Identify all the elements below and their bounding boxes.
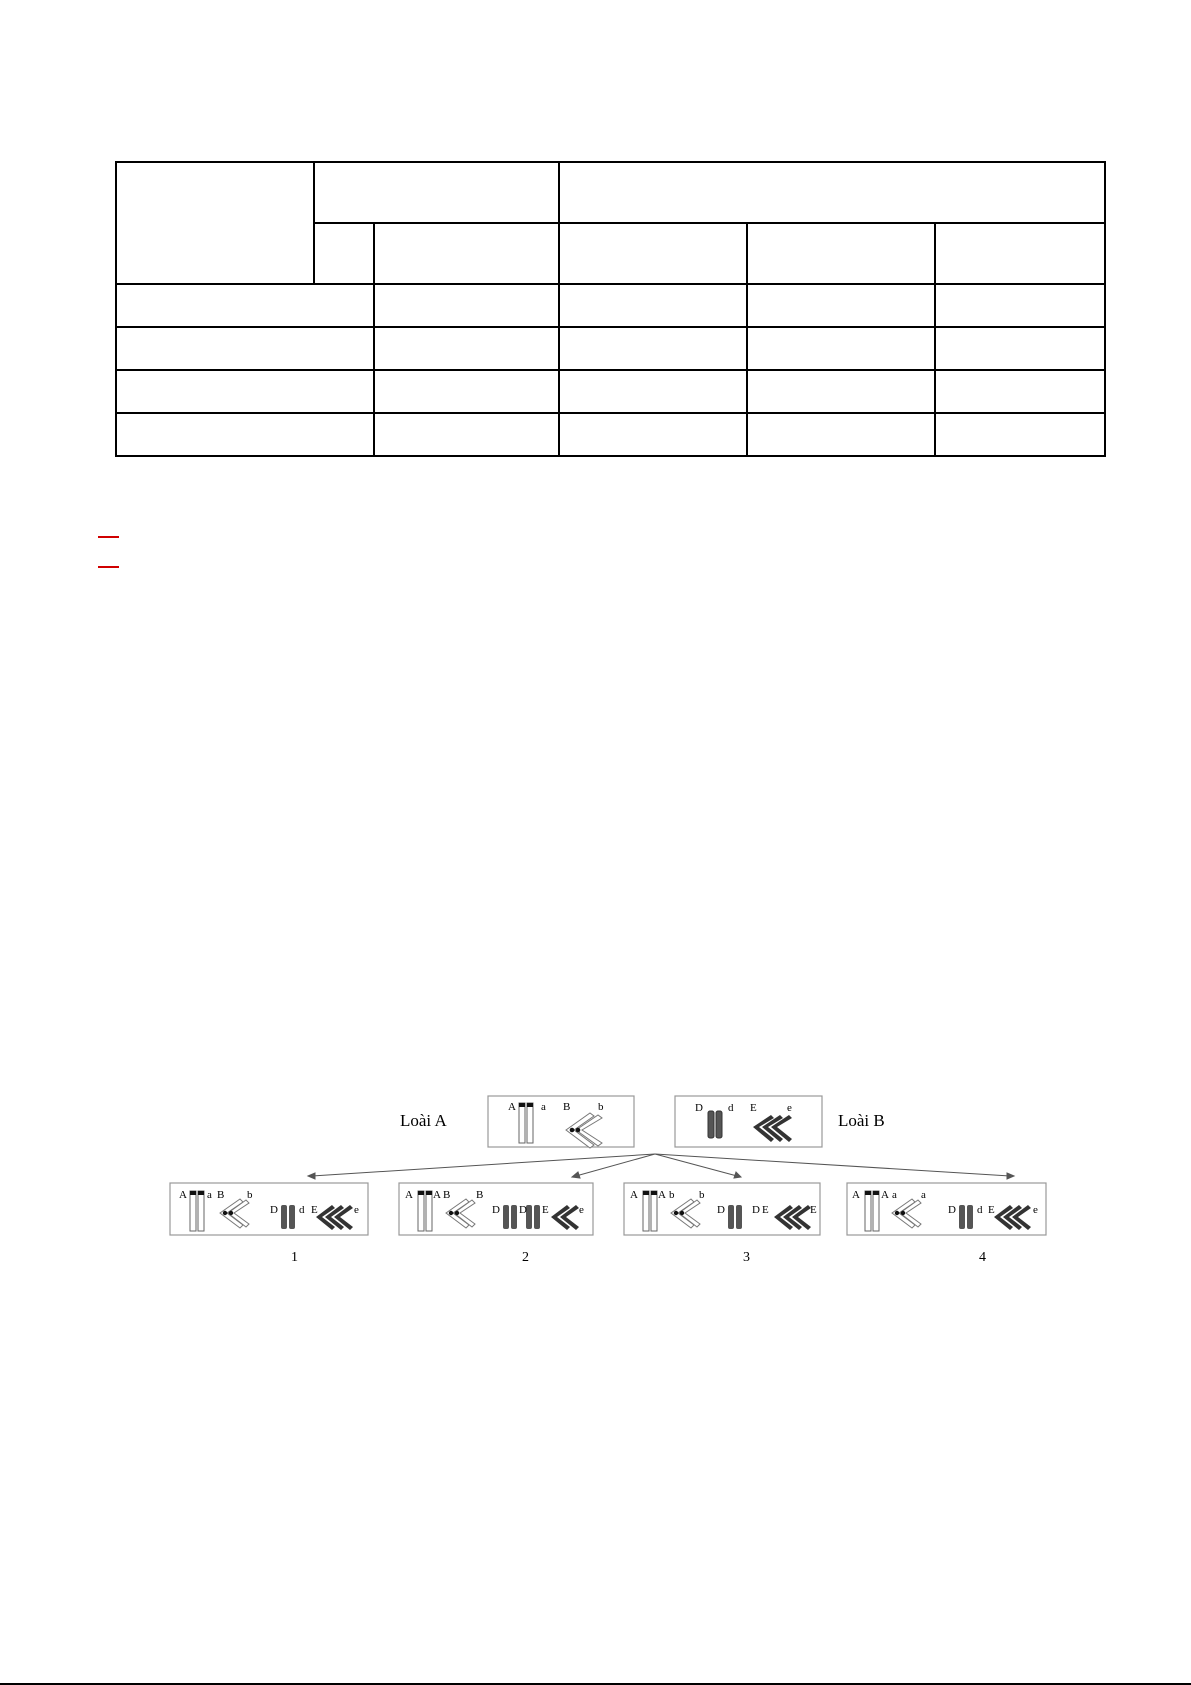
offspring-1 (170, 1183, 368, 1235)
table-cell (935, 370, 1105, 413)
table-cell (935, 413, 1105, 456)
gene-label: b (669, 1189, 675, 1201)
gene-label: E (311, 1204, 318, 1216)
table-cell (559, 223, 747, 284)
gene-label: b (247, 1189, 253, 1201)
gene-label: b (598, 1101, 604, 1113)
table-cell (559, 413, 747, 456)
gene-label: b (699, 1189, 705, 1201)
gene-label: E (542, 1204, 549, 1216)
gene-label: A (508, 1101, 516, 1113)
gene-label: A (179, 1189, 187, 1201)
offspring-3 (624, 1183, 820, 1235)
red-mark (98, 566, 119, 568)
table-row (116, 327, 1105, 370)
gene-label: D (752, 1204, 760, 1216)
gene-label: d (299, 1204, 305, 1216)
table-cell (116, 162, 314, 284)
offspring-number: 3 (743, 1250, 750, 1265)
gene-label: A (433, 1189, 441, 1201)
gene-label: A (630, 1189, 638, 1201)
gene-label: D (717, 1204, 725, 1216)
gene-label: a (207, 1189, 212, 1201)
species-a-label: Loài A (400, 1111, 447, 1130)
gene-label: B (217, 1189, 225, 1201)
offspring-4 (847, 1183, 1046, 1235)
arrows (308, 1154, 1014, 1179)
table-cell (314, 223, 374, 284)
table-cell (559, 284, 747, 327)
gene-label: a (921, 1189, 926, 1201)
table-cell (374, 223, 559, 284)
table-cell (374, 284, 559, 327)
table-cell (747, 223, 935, 284)
empty-table (115, 161, 1106, 457)
gene-label: a (892, 1189, 897, 1201)
gene-label: d (977, 1204, 983, 1216)
table-cell (116, 284, 374, 327)
gene-label: E (750, 1102, 757, 1114)
red-marks (98, 536, 122, 596)
table-cell (747, 284, 935, 327)
gene-label: E (810, 1204, 817, 1216)
parent-a-box (488, 1096, 634, 1148)
gene-label: A (881, 1189, 889, 1201)
gene-label: B (476, 1189, 484, 1201)
table-row (116, 162, 1105, 223)
table-cell (116, 413, 374, 456)
table-cell (314, 162, 559, 223)
table-cell (935, 284, 1105, 327)
table-cell (559, 370, 747, 413)
table-cell (935, 327, 1105, 370)
table-cell (935, 223, 1105, 284)
gene-label: A (852, 1189, 860, 1201)
table-cell (116, 370, 374, 413)
gene-label: A (405, 1189, 413, 1201)
gene-label: e (1033, 1204, 1038, 1216)
gene-label: D (948, 1204, 956, 1216)
table-row (116, 284, 1105, 327)
gene-label: D (519, 1204, 527, 1216)
table-cell (747, 370, 935, 413)
gene-label: a (541, 1101, 546, 1113)
table-cell (747, 413, 935, 456)
gene-label: e (787, 1102, 792, 1114)
table-row (116, 413, 1105, 456)
gene-label: e (579, 1204, 584, 1216)
red-mark (98, 536, 119, 538)
gene-label: D (492, 1204, 500, 1216)
gene-label: A (658, 1189, 666, 1201)
parent-b-box (675, 1096, 822, 1147)
table-cell (374, 327, 559, 370)
table-cell (559, 327, 747, 370)
gene-label: e (354, 1204, 359, 1216)
table-row (116, 370, 1105, 413)
table-cell (116, 327, 374, 370)
gene-label: B (563, 1101, 571, 1113)
species-b-label: Loài B (838, 1111, 885, 1130)
table-cell (374, 370, 559, 413)
offspring-number: 4 (979, 1250, 986, 1265)
table-cell (374, 413, 559, 456)
table-cell (747, 327, 935, 370)
gene-label: B (443, 1189, 451, 1201)
gene-label: d (728, 1102, 734, 1114)
gene-label: D (270, 1204, 278, 1216)
chromosome-diagram (150, 1085, 1050, 1270)
offspring-number: 1 (291, 1250, 298, 1265)
gene-label: E (988, 1204, 995, 1216)
gene-label: E (762, 1204, 769, 1216)
offspring-2 (399, 1183, 593, 1235)
gene-label: D (695, 1102, 703, 1114)
table-cell (559, 162, 1105, 223)
offspring-number: 2 (522, 1250, 529, 1265)
